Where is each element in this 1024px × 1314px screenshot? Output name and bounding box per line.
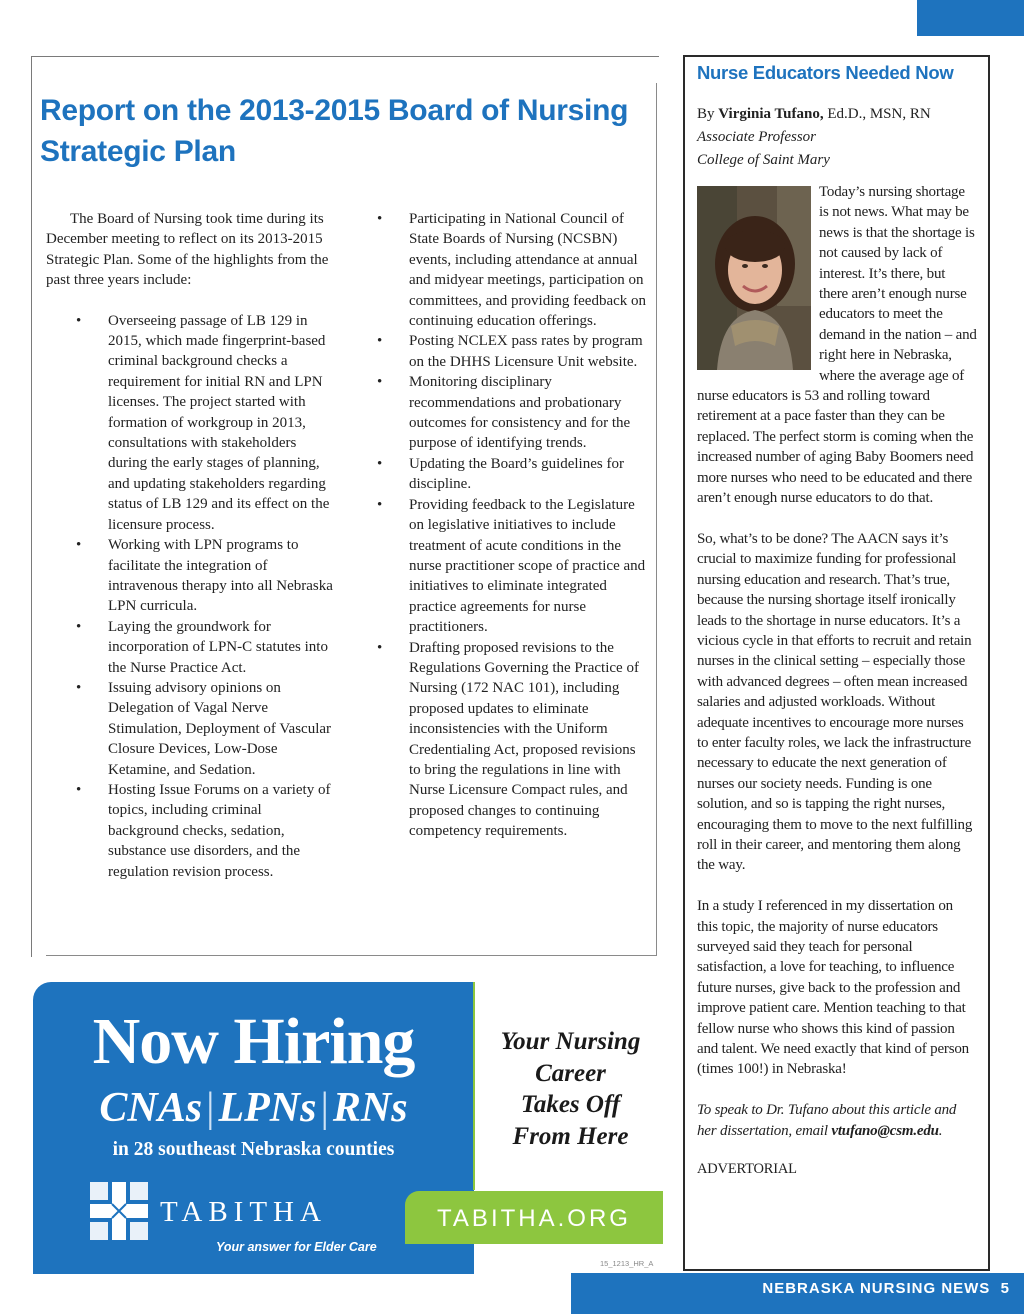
ad-brand: TABITHA [160, 1196, 327, 1228]
role-separator: | [320, 1085, 329, 1131]
ad-divider [473, 982, 475, 1190]
highlights-list-left [46, 311, 336, 882]
highlight-item: • Hosting Issue Forums on a variety of topics, including criminal background checks, sedation, substance use disorders, and the regulation revision process. [46, 780, 336, 882]
contact-email[interactable]: vtufano@csm.edu [831, 1122, 939, 1139]
article-column-right [347, 209, 647, 842]
ad-code: 15_1213_HR_A [600, 1259, 654, 1268]
highlight-item: • Working with LPN programs to facilitate the integration of intravenous therapy into all Nebraska LPN curricula. [46, 535, 336, 617]
highlight-item: • Laying the groundwork for incorporation of LPN-C statutes into the Nurse Practice Act. [46, 617, 336, 678]
highlight-item: • Participating in National Council of State Boards of Nursing (NCSBN) events, including attendance at annual and midyear meetings, participation on committees, and providing feedback on continuing education offerings. [347, 209, 647, 331]
highlight-item: • Updating the Board’s guidelines for discipline. [347, 454, 647, 495]
ad-roles [33, 1082, 474, 1134]
article-title: Report on the 2013-2015 Board of Nursing Strategic Plan [40, 94, 629, 168]
ad-url-link[interactable]: TABITHA.ORG [437, 1205, 631, 1232]
author-line [697, 103, 987, 126]
highlight-item: • Providing feedback to the Legislature on legislative initiatives to include treatment of acute conditions in the nurse practitioner scope of practice and initiatives to eliminate integrated practice agreements for nurse practitioners. [347, 495, 647, 638]
highlight-item: • Posting NCLEX pass rates by program on the DHHS Licensure Unit website. [347, 331, 647, 372]
sidebar-paragraph: So, what’s to be done? The AACN says it’s crucial to maximize funding for professional nursing education and research. That’s true, because the nursing shortage itself ironically leads to the shortage in nurse educators. It’s a vicious cycle in that efforts to recruit and retain nurses in the clinical setting – especially those with advanced degrees – often mean increased salaries and adjusted workloads. Without adequate incentives to encourage more nurses to enter faculty roles, we lack the infrastructure necessary to educate the next generation of nurses our society needs. Funding is one solution, and so is tapping the right nurses, encouraging them to move to the next fulfilling roll in their career, and mentoring them along the way. [697, 530, 973, 874]
sidebar-paragraph: Today’s nursing shortage is not news. What may be news is that the shortage is not caused by lack of interest. It’s there, but there aren’t enough nurse educators to meet the demand in the nation – and right here in Nebraska, where the average age of nurse educators is 53 and rolling toward retirement at a pace faster than they can be replaced. The perfect storm is coming when the increased number of aging Baby Boomers need more nurses who need to be educated and there aren’t enough nurse educators to do that. [697, 184, 977, 507]
footer-publication: NEBRASKA NURSING NEWS 5 [762, 1280, 1010, 1297]
article-column-left [46, 209, 336, 882]
article-frame-bottom-rule [46, 955, 657, 956]
ad-career-slogan: Your Nursing Career Takes Off From Here [500, 1028, 641, 1150]
page-number: 5 [1000, 1280, 1010, 1297]
highlight-item: • Overseeing passage of LB 129 in 2015, which made fingerprint-based criminal background checks a requirement for initial RN and LPN licenses. The project started with formation of workgroup in 2013, consultations with stakeholders during the early stages of planning, and updating stakeholders regarding status of LB 129 and its effect on the licensure process. [46, 311, 336, 535]
author-credentials: Ed.D., MSN, RN [827, 106, 931, 122]
advertorial-label: ADVERTORIAL [697, 1161, 797, 1178]
ad-tagline: Your answer for Elder Care [216, 1240, 377, 1254]
role-separator: | [206, 1085, 215, 1131]
tabitha-logo-icon [90, 1182, 148, 1240]
corner-color-block [917, 0, 1024, 36]
highlight-item: • Monitoring disciplinary recommendations and probationary outcomes for consistency and for the purpose of identifying trends. [347, 372, 647, 454]
author-role: Associate Professor [697, 129, 817, 145]
role-cna: CNAs [99, 1085, 203, 1131]
author-name: Virginia Tufano, [718, 106, 824, 122]
author-affiliation: College of Saint Mary [697, 152, 830, 168]
role-rn: RNs [332, 1085, 408, 1131]
contact-note: To speak to Dr. Tufano about this article and her dissertation, email vtufano@csm.edu. [697, 1102, 957, 1139]
sidebar-title: Nurse Educators Needed Now [697, 62, 954, 83]
sidebar-byline [697, 103, 987, 172]
article-intro: The Board of Nursing took time during its December meeting to reflect on its 2013-2015 Strategic Plan. Some of the highlights from the past three years include: [46, 211, 329, 289]
sidebar-body [697, 182, 977, 1200]
highlight-item: • Issuing advisory opinions on Delegation of Vagal Nerve Stimulation, Deployment of Vascular Closure Devices, Low-Dose Ketamine, and Sedation. [46, 678, 336, 780]
role-lpn: LPNs [218, 1085, 317, 1131]
article-frame-right-rule [656, 83, 657, 956]
ad-headline: Now Hiring [92, 1005, 415, 1078]
author-photo [697, 186, 811, 370]
by-label: By [697, 106, 715, 122]
ad-counties: in 28 southeast Nebraska counties [112, 1139, 395, 1160]
highlight-item: • Drafting proposed revisions to the Regulations Governing the Practice of Nursing (172 NAC 101), including proposed updates to eliminate inconsistencies with the Uniform Credentialing Act, proposed revisions to bring the regulations in line with Nurse Licensure Compact rules, and proposed changes to continuing competency requirements. [347, 638, 647, 842]
highlights-list-right [347, 209, 647, 842]
sidebar-paragraph: In a study I referenced in my dissertation on this topic, the majority of nurse educators surveyed said they teach for personal satisfaction, a love for teaching, to influence future nurses, give back to the profession and improve patient care. Mention teaching to that fellow nurse who shows this kind of passion and talent. We need exactly that kind of person (times 100!) in Nebraska! [697, 898, 969, 1078]
